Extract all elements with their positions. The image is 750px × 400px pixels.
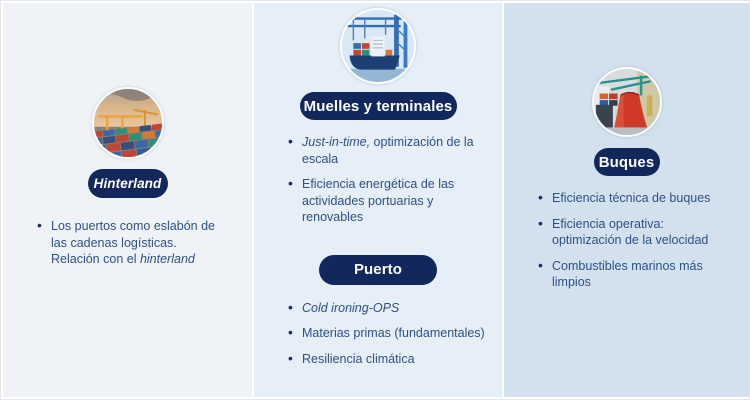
muelles-bullet-list (254, 134, 502, 235)
container-ship-blue-cranes-image (342, 10, 414, 82)
hinterland-bullet-list (3, 218, 252, 277)
pill-buques: Buques (594, 148, 660, 176)
bullet-item: • Resiliencia climática (288, 351, 490, 368)
bullet-item: • Just-in-time, optimización de la escala (288, 134, 490, 167)
bullet-item: • Combustibles marinos más limpios (538, 258, 737, 291)
pill-muelles-y-terminales: Muelles y terminales (300, 92, 457, 120)
bullet-item: • Los puertos como eslabón de las cadenas logísticas. Relación con el hinterland (37, 218, 240, 268)
bullet-item: • Eficiencia energética de las actividades portuarias y renovables (288, 176, 490, 226)
buques-bullet-list (504, 190, 749, 300)
bullet-item: • Materias primas (fundamentales) (288, 325, 490, 342)
muelles-terminal-photo (340, 8, 416, 84)
hinterland-port-photo (92, 87, 164, 159)
bullet-item: • Eficiencia operativa: optimización de la velocidad (538, 216, 737, 249)
column-hinterland (3, 3, 252, 397)
puerto-bullet-list (254, 300, 502, 377)
column-muelles-y-terminales (254, 3, 502, 397)
column-buques (504, 3, 749, 397)
bullet-item: • Cold ironing-OPS (288, 300, 490, 317)
buques-ship-photo (592, 67, 662, 137)
sunset-port-containers-image (94, 89, 162, 157)
pill-hinterland: Hinterland (88, 169, 168, 198)
red-ship-bow-image (594, 69, 660, 135)
pill-puerto: Puerto (319, 255, 437, 285)
bullet-item: • Eficiencia técnica de buques (538, 190, 737, 207)
